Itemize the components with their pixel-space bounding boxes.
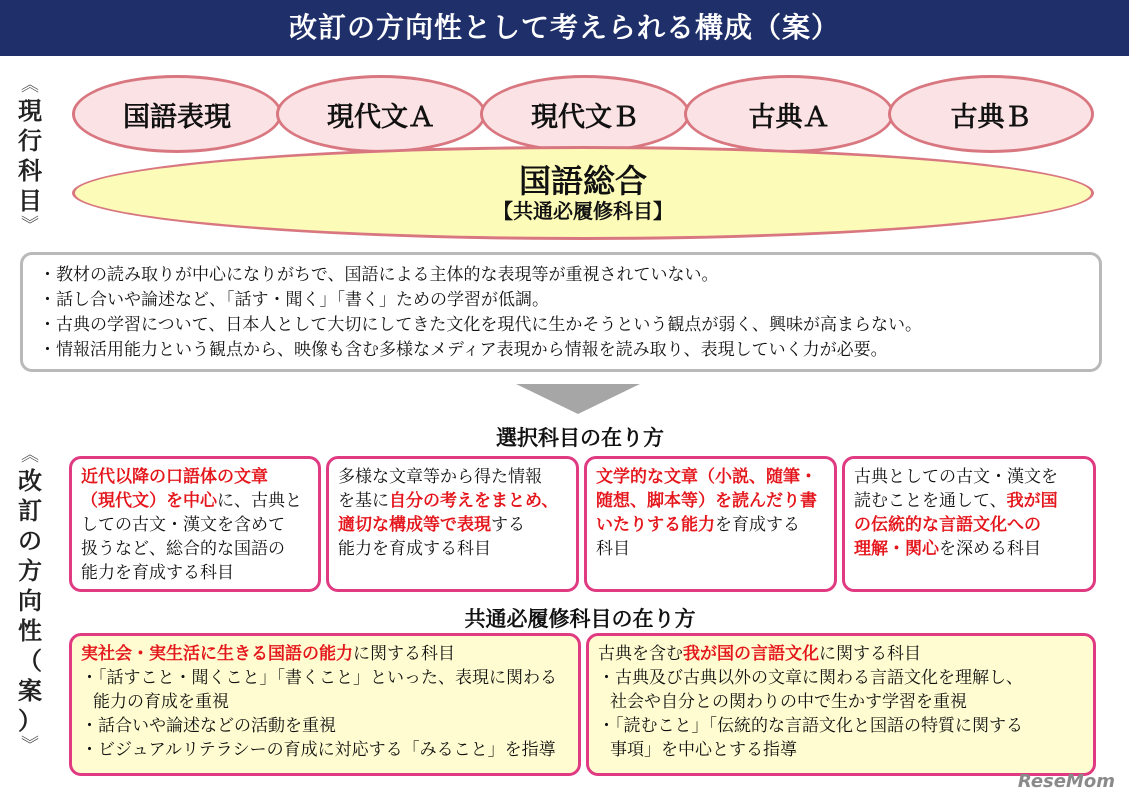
card-line — [338, 465, 567, 489]
subject-label: 古典Ｂ — [950, 101, 1032, 133]
card-line — [598, 666, 1084, 690]
vertical-label-char: 行 — [18, 127, 42, 155]
card-text: を深める科目 — [939, 539, 1041, 559]
card-text: 多様な文章等から得た情報 — [338, 467, 542, 487]
card-line — [854, 465, 1084, 489]
subject-label: 現代文Ｂ — [531, 101, 639, 133]
vertical-label-char: 向 — [18, 587, 42, 615]
emphasis-text: 適切な構成等で表現 — [338, 515, 491, 535]
card-text: 古典としての古文・漢文を — [854, 467, 1058, 487]
card-line — [596, 513, 825, 537]
emphasis-text: 近代以降の口語体の文章 — [81, 467, 268, 487]
issue-item: ・古典の学習について、日本人として大切にしてきた文化を現代に生かそうという観点が弱く、興味が高まらない。 — [39, 315, 922, 335]
issues-box — [20, 252, 1102, 372]
card-text: ・話合いや論述などの活動を重視 — [81, 716, 336, 736]
vertical-label-char: の — [18, 527, 42, 555]
emphasis-text: 自分の考えをまとめ、 — [389, 491, 559, 511]
card-line — [81, 537, 309, 561]
card-line — [338, 489, 567, 513]
card-line — [81, 666, 569, 690]
card-text: 事項」を中心とする指導 — [610, 740, 797, 760]
card-line — [338, 537, 567, 561]
current-subjects-label — [14, 76, 46, 236]
card-text: 能力の育成を重視 — [93, 692, 229, 712]
card-line — [81, 690, 569, 714]
elective-card — [584, 456, 837, 592]
card-text: 読むことを通して、 — [854, 491, 1007, 511]
common-card — [586, 633, 1096, 776]
card-text: ・「話すこと・聞くこと」「書くこと」といった、表現に関わる — [81, 668, 557, 688]
card-line — [854, 489, 1084, 513]
issue-item: ・情報活用能力という観点から、映像も含む多様なメディア表現から情報を読み取り、表現していく力が必要。 — [39, 340, 888, 360]
card-text: 社会や自分との関わりの中で生かす学習を重視 — [610, 692, 967, 712]
card-text: ・「読むこと」「伝統的な言語文化と国語の特質に関する — [598, 716, 1023, 736]
emphasis-text: の伝統的な言語文化への — [854, 515, 1041, 535]
common-card — [69, 633, 581, 776]
card-text: 古典を含む — [598, 644, 683, 664]
vertical-label-char: 科 — [18, 157, 42, 185]
vertical-label-char: 方 — [18, 557, 42, 585]
vertical-label-char: ︽ — [21, 75, 39, 96]
elective-card — [326, 456, 579, 592]
subject-ellipse — [72, 75, 282, 153]
subject-ellipse — [684, 75, 894, 153]
general-subject-ellipse — [72, 146, 1094, 240]
card-text: 能力を育成する科目 — [81, 563, 234, 583]
card-line — [81, 489, 309, 513]
revision-direction-label — [14, 446, 46, 756]
card-line — [338, 513, 567, 537]
subject-label: 現代文Ａ — [327, 101, 435, 133]
emphasis-text: いたりする能力 — [596, 515, 715, 535]
card-line — [598, 690, 1084, 714]
card-line — [598, 738, 1084, 762]
general-subject-note: 【共通必履修科目】 — [493, 199, 673, 223]
card-text: に、古典と — [217, 491, 302, 511]
card-line — [81, 642, 569, 666]
card-text: 能力を育成する科目 — [338, 539, 491, 559]
card-line — [596, 537, 825, 561]
subject-label: 古典Ａ — [748, 101, 830, 133]
card-text: ・古典及び古典以外の文章に関わる言語文化を理解し、 — [598, 668, 1023, 688]
card-line — [81, 561, 309, 585]
general-subject-name: 国語総合 — [518, 162, 647, 200]
card-line — [81, 513, 309, 537]
card-line — [81, 465, 309, 489]
vertical-label-char: 案 — [18, 677, 42, 705]
subject-label: 国語表現 — [123, 101, 231, 133]
emphasis-text: （現代文）を中心 — [81, 491, 217, 511]
card-line — [598, 714, 1084, 738]
down-arrow-icon — [516, 384, 640, 414]
card-line — [596, 489, 825, 513]
title-bar — [0, 0, 1129, 56]
vertical-label-char: ︾ — [21, 215, 39, 236]
elective-heading: 選択科目の在り方 — [496, 426, 664, 450]
subject-ellipse — [888, 75, 1094, 153]
page-title: 改訂の方向性として考えられる構成（案） — [288, 11, 840, 44]
subject-ellipse — [480, 75, 690, 153]
emphasis-text: 随想、脚本等）を読んだり書 — [596, 491, 817, 511]
vertical-label-char: （ — [18, 647, 42, 675]
vertical-label-char: 性 — [18, 617, 42, 645]
card-text: 扱うなど、総合的な国語の — [81, 539, 285, 559]
vertical-label-char: 訂 — [18, 497, 42, 525]
card-line — [81, 714, 569, 738]
card-text: を基に — [338, 491, 389, 511]
elective-card — [69, 456, 321, 592]
vertical-label-char: ︽ — [21, 445, 39, 466]
card-line — [81, 738, 569, 762]
vertical-label-char: 目 — [18, 187, 42, 215]
card-text: する — [491, 515, 525, 535]
emphasis-text: 文学的な文章（小説、随筆・ — [596, 467, 817, 487]
vertical-label-char: ︾ — [21, 735, 39, 756]
card-text: しての古文・漢文を含めて — [81, 515, 285, 535]
vertical-label-char: 現 — [18, 97, 42, 125]
watermark-logo: ReseMom — [1017, 771, 1115, 792]
emphasis-text: 我が国の言語文化 — [683, 644, 819, 664]
card-line — [596, 465, 825, 489]
issue-item: ・話し合いや論述など、「話す・聞く」「書く」ための学習が低調。 — [39, 290, 549, 310]
vertical-label-char: ） — [18, 707, 42, 735]
vertical-label-char: 改 — [18, 467, 42, 495]
subject-ellipse — [276, 75, 486, 153]
card-text: 科目 — [596, 539, 630, 559]
card-line — [598, 642, 1084, 666]
card-line — [854, 537, 1084, 561]
common-heading: 共通必履修科目の在り方 — [464, 607, 696, 631]
emphasis-text: 実社会・実生活に生きる国語の能力 — [81, 644, 353, 664]
emphasis-text: 理解・関心 — [854, 539, 939, 559]
elective-card — [842, 456, 1096, 592]
card-text: に関する科目 — [353, 644, 455, 664]
card-text: を育成する — [715, 515, 800, 535]
issue-item: ・教材の読み取りが中心になりがちで、国語による主体的な表現等が重視されていない。 — [39, 265, 719, 285]
card-line — [854, 513, 1084, 537]
emphasis-text: 我が国 — [1006, 491, 1058, 511]
card-text: ・ビジュアルリテラシーの育成に対応する「みること」を指導 — [81, 740, 556, 760]
card-text: に関する科目 — [819, 644, 921, 664]
